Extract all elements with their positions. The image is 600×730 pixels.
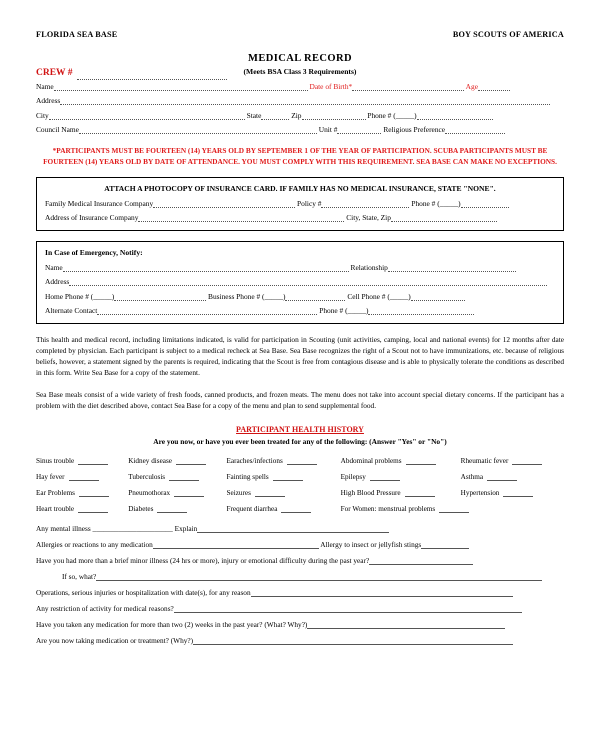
emergency-name-label: Name [45, 262, 63, 272]
health-item-label: Sinus trouble [36, 457, 75, 466]
health-item-answer[interactable] [503, 488, 533, 497]
question-input[interactable] [369, 556, 473, 565]
dob-input[interactable] [352, 82, 464, 91]
question-if-so-what [36, 572, 564, 581]
health-item-label: Abdominal problems [340, 457, 402, 466]
insurance-box [36, 177, 564, 231]
emergency-address-label: Address [45, 277, 70, 287]
health-item-answer[interactable] [78, 504, 108, 513]
health-item-answer[interactable] [370, 472, 400, 481]
health-item-answer[interactable] [281, 504, 311, 513]
health-item-label: Seizures [226, 489, 251, 498]
meals-paragraph: Sea Base meals consist of a wide variety of fresh foods, canned products, and frozen meats. The menu does not take into account special dietary concerns. If the participant has a problem with the diet described above, contact Sea Base for a copy of the menu and plan to send supplemental food. [36, 389, 564, 410]
business-phone-label: Business Phone # (_____) [208, 291, 286, 301]
health-item [227, 453, 341, 469]
question-label: Operations, serious injuries or hospitalization with date(s), for any reason [36, 587, 251, 597]
health-item [461, 485, 564, 501]
insurance-company-line [45, 199, 555, 208]
health-item-label: Hay fever [36, 473, 65, 482]
health-item [461, 469, 564, 485]
question-input[interactable] [153, 540, 319, 549]
health-item-label: Asthma [460, 473, 484, 482]
age-input[interactable] [478, 82, 510, 91]
question-restrictions [36, 604, 564, 613]
health-item-answer[interactable] [78, 456, 108, 465]
health-item-label: Tuberculosis [128, 473, 166, 482]
address-label: Address [36, 96, 61, 105]
city-input[interactable] [49, 111, 245, 120]
insurance-phone-input[interactable] [461, 199, 509, 208]
age-warning: *PARTICIPANTS MUST BE FOURTEEN (14) YEARS OLD BY SEPTEMBER 1 OF THE YEAR OF PARTICIPATION. SCUBA PARTICIPANTS MUST BE FOURTEEN (14) YEARS OLD BY DATE OF ATTENDANCE. YOU MUST COMPLY WITH THIS REQUIREMENT. SEA BASE CAN MAKE NO EXCEPTIONS. [43, 146, 557, 166]
home-phone-input[interactable] [114, 292, 206, 301]
question-mental-illness [36, 524, 564, 533]
health-item-answer[interactable] [487, 472, 517, 481]
emergency-address-line [45, 277, 555, 286]
name-input[interactable] [54, 82, 308, 91]
page-header [36, 30, 564, 39]
table-row [36, 501, 564, 517]
table-row [36, 469, 564, 485]
crew-line [36, 62, 564, 76]
religion-label: Religious Preference [383, 125, 446, 134]
health-item [341, 501, 564, 517]
question-label: Have you had more than a brief minor illness (24 hrs or more), injury or emotional difficulty during the past year? [36, 555, 370, 565]
health-item-answer[interactable] [287, 456, 317, 465]
health-item-answer[interactable] [405, 488, 435, 497]
health-item-answer[interactable] [69, 472, 99, 481]
religion-input[interactable] [445, 125, 505, 134]
emergency-relationship-input[interactable] [388, 263, 516, 272]
health-item-label: Frequent diarrhea [226, 505, 278, 514]
emergency-box [36, 241, 564, 324]
policy-label: Policy # [297, 198, 322, 208]
council-line [36, 125, 564, 134]
cell-phone-input[interactable] [411, 292, 465, 301]
question-label: If so, what? [62, 571, 97, 581]
health-item-answer[interactable] [255, 488, 285, 497]
page-title: MEDICAL RECORD [248, 53, 352, 64]
alternate-phone-label: Phone # (_____) [319, 306, 369, 316]
health-item [341, 469, 461, 485]
health-history-table [36, 453, 564, 517]
health-item [461, 453, 564, 469]
dob-label: Date of Birth* [309, 81, 353, 91]
health-item [128, 453, 226, 469]
header-right: BOY SCOUTS OF AMERICA [452, 30, 564, 39]
health-history-heading: PARTICIPANT HEALTH HISTORY [236, 424, 364, 434]
name-line [36, 82, 564, 91]
zip-label: Zip [291, 110, 302, 120]
health-item [128, 501, 226, 517]
question-label: Are you now taking medication or treatment? (Why?) [36, 635, 194, 645]
health-item [128, 469, 226, 485]
policy-input[interactable] [321, 199, 409, 208]
zip-input[interactable] [302, 111, 366, 120]
address-line [36, 96, 564, 105]
insurance-address-line [45, 213, 555, 222]
health-item-label: Pneumothorax [128, 489, 171, 498]
question-allergies [36, 540, 564, 549]
question-input[interactable] [96, 572, 542, 581]
emergency-relationship-label: Relationship [350, 262, 388, 272]
health-item-label: Epilepsy [340, 473, 366, 482]
health-item-label: Ear Problems [36, 489, 75, 498]
health-item-answer[interactable] [176, 456, 206, 465]
insurance-citystatezip-input[interactable] [391, 213, 497, 222]
question-illness-past-year [36, 556, 564, 565]
insurance-company-label: Family Medical Insurance Company [45, 198, 154, 208]
state-input[interactable] [261, 111, 289, 120]
page-subtitle: (Meets BSA Class 3 Requirements) [243, 67, 357, 76]
health-item [36, 501, 128, 517]
health-item [36, 453, 128, 469]
health-item-label: High Blood Pressure [340, 489, 401, 498]
health-item [227, 485, 341, 501]
health-item-answer[interactable] [406, 456, 436, 465]
emergency-name-input[interactable] [63, 263, 349, 272]
question-input[interactable] [174, 604, 522, 613]
health-item-answer[interactable] [157, 504, 187, 513]
question-label: Any mental illness ______________________ Explain [36, 523, 198, 533]
business-phone-input[interactable] [285, 292, 345, 301]
health-item-answer[interactable] [273, 472, 303, 481]
insurance-address-input[interactable] [138, 213, 344, 222]
crew-input[interactable] [77, 71, 227, 80]
phone-label: Phone # (_____) [367, 110, 417, 120]
health-item-answer[interactable] [174, 488, 204, 497]
health-item [227, 469, 341, 485]
question-label: Allergies or reactions to any medication [36, 539, 153, 549]
state-label: State [246, 110, 262, 120]
validity-paragraph: This health and medical record, including limitations indicated, is valid for participation in Scouting (unit activities, camping, local and national events) for 12 months after date completed by physician. Each participant is subject to a medical recheck at Sea Base. Sea Base recognizes the right of a Scout not to have immunizations, etc. because of religious beliefs, however, a statement signed by the parents is required, indicating that the Scout is free from contagious disease and is able to physically tolerate the conditions as described in this form. Write Sea Base for a copy of the statement. [36, 335, 564, 377]
crew-label: CREW # [36, 68, 73, 78]
insurance-title: ATTACH A PHOTOCOPY OF INSURANCE CARD. IF FAMILY HAS NO MEDICAL INSURANCE, STATE "NONE". [104, 184, 496, 194]
health-item-label: Fainting spells [226, 473, 269, 482]
table-row [36, 453, 564, 469]
city-line [36, 111, 564, 120]
health-item [128, 485, 226, 501]
health-item-label: Kidney disease [128, 457, 172, 466]
emergency-title: In Case of Emergency, Notify: [45, 248, 143, 258]
header-left: FLORIDA SEA BASE [36, 30, 118, 39]
health-item-answer[interactable] [439, 504, 469, 513]
health-item-label: Hypertension [460, 489, 500, 498]
health-item-label: Heart trouble [36, 505, 75, 514]
question-current-medication [36, 636, 564, 645]
cell-phone-label: Cell Phone # (_____) [347, 291, 411, 301]
alternate-phone-input[interactable] [368, 306, 474, 315]
emergency-name-line [45, 263, 555, 272]
table-row [36, 485, 564, 501]
insurance-phone-label: Phone # (_____) [411, 198, 461, 208]
question-operations [36, 588, 564, 597]
health-item [341, 453, 461, 469]
question-medication-two-weeks [36, 620, 564, 629]
health-item [341, 485, 461, 501]
insurance-company-input[interactable] [153, 199, 295, 208]
health-history-instruction: Are you now, or have you ever been treated for any of the following: (Answer "Yes" or "No") [153, 436, 447, 446]
council-label: Council Name [36, 125, 79, 134]
health-item-answer[interactable] [169, 472, 199, 481]
question-label: Have you taken any medication for more than two (2) weeks in the past year? (What? Why?) [36, 619, 308, 629]
unit-input[interactable] [337, 125, 381, 134]
health-item-label: Diabetes [128, 505, 154, 514]
question-label: Any restriction of activity for medical reasons? [36, 603, 174, 613]
phone-input[interactable] [417, 111, 493, 120]
health-item [36, 469, 128, 485]
council-input[interactable] [79, 125, 317, 134]
question-input[interactable] [307, 620, 505, 629]
health-item-label: Rheumatic fever [460, 457, 509, 466]
unit-label: Unit # [318, 125, 338, 134]
city-label: City [36, 110, 49, 120]
emergency-phones-line [45, 292, 555, 301]
question-input[interactable] [197, 524, 389, 533]
alternate-contact-input[interactable] [97, 306, 317, 315]
question-label: Allergy to insect or jellyfish stings [320, 539, 422, 549]
emergency-address-input[interactable] [69, 277, 547, 286]
health-item [227, 501, 341, 517]
alternate-contact-label: Alternate Contact [45, 306, 98, 316]
question-input[interactable] [421, 540, 469, 549]
emergency-alternate-line [45, 306, 555, 315]
age-label: Age [465, 81, 478, 91]
health-item-answer[interactable] [79, 488, 109, 497]
insurance-address-label: Address of Insurance Company [45, 213, 139, 223]
home-phone-label: Home Phone # (_____) [45, 291, 115, 301]
address-input[interactable] [60, 96, 550, 105]
insurance-citystatezip-label: City, State, Zip [346, 213, 391, 223]
health-item-label: For Women: menstrual problems [340, 505, 436, 514]
name-label: Name [36, 81, 54, 91]
question-input[interactable] [193, 636, 513, 645]
question-input[interactable] [251, 588, 513, 597]
health-item-answer[interactable] [512, 456, 542, 465]
health-item [36, 485, 128, 501]
health-item-label: Earaches/infections [226, 457, 283, 466]
